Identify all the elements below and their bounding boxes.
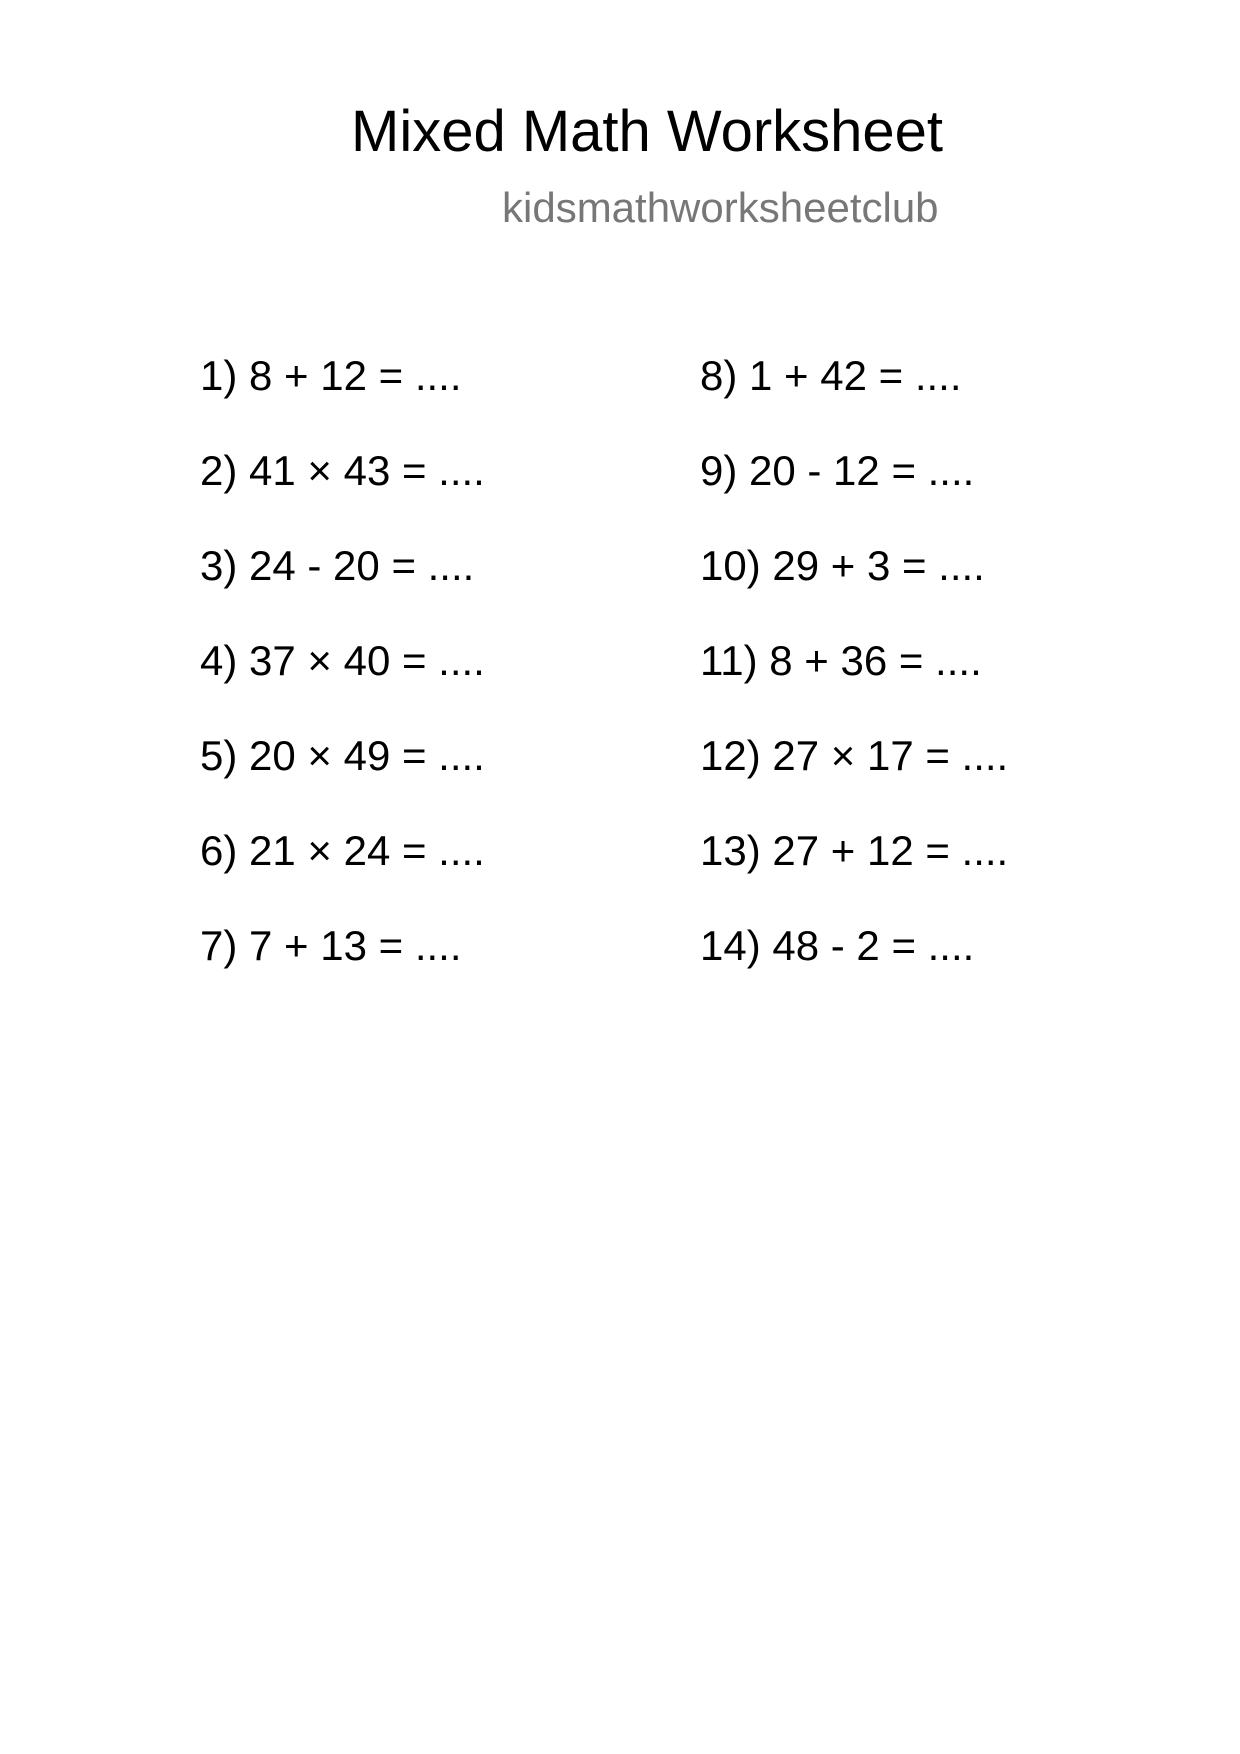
- problem-item: 13) 27 + 12 = ....: [700, 827, 1009, 874]
- problem-item: 2) 41 × 43 = ....: [200, 447, 485, 494]
- problem-item: 12) 27 × 17 = ....: [700, 732, 1009, 779]
- problem-item: 11) 8 + 36 = ....: [700, 637, 982, 684]
- problem-item: 10) 29 + 3 = ....: [700, 542, 985, 589]
- problem-item: 8) 1 + 42 = ....: [700, 352, 962, 399]
- page-title: Mixed Math Worksheet: [351, 99, 944, 164]
- problem-item: 9) 20 - 12 = ....: [700, 447, 975, 494]
- problem-item: 7) 7 + 13 = ....: [200, 922, 462, 969]
- problem-item: 14) 48 - 2 = ....: [700, 922, 975, 969]
- page-subtitle: kidsmathworksheetclub: [502, 184, 939, 231]
- problem-item: 1) 8 + 12 = ....: [200, 352, 462, 399]
- problem-item: 6) 21 × 24 = ....: [200, 827, 485, 874]
- problem-item: 4) 37 × 40 = ....: [200, 637, 485, 684]
- problem-column-left: [200, 348, 485, 1013]
- problem-column-right: [700, 348, 1008, 1013]
- problem-item: 3) 24 - 20 = ....: [200, 542, 475, 589]
- problem-item: 5) 20 × 49 = ....: [200, 732, 485, 779]
